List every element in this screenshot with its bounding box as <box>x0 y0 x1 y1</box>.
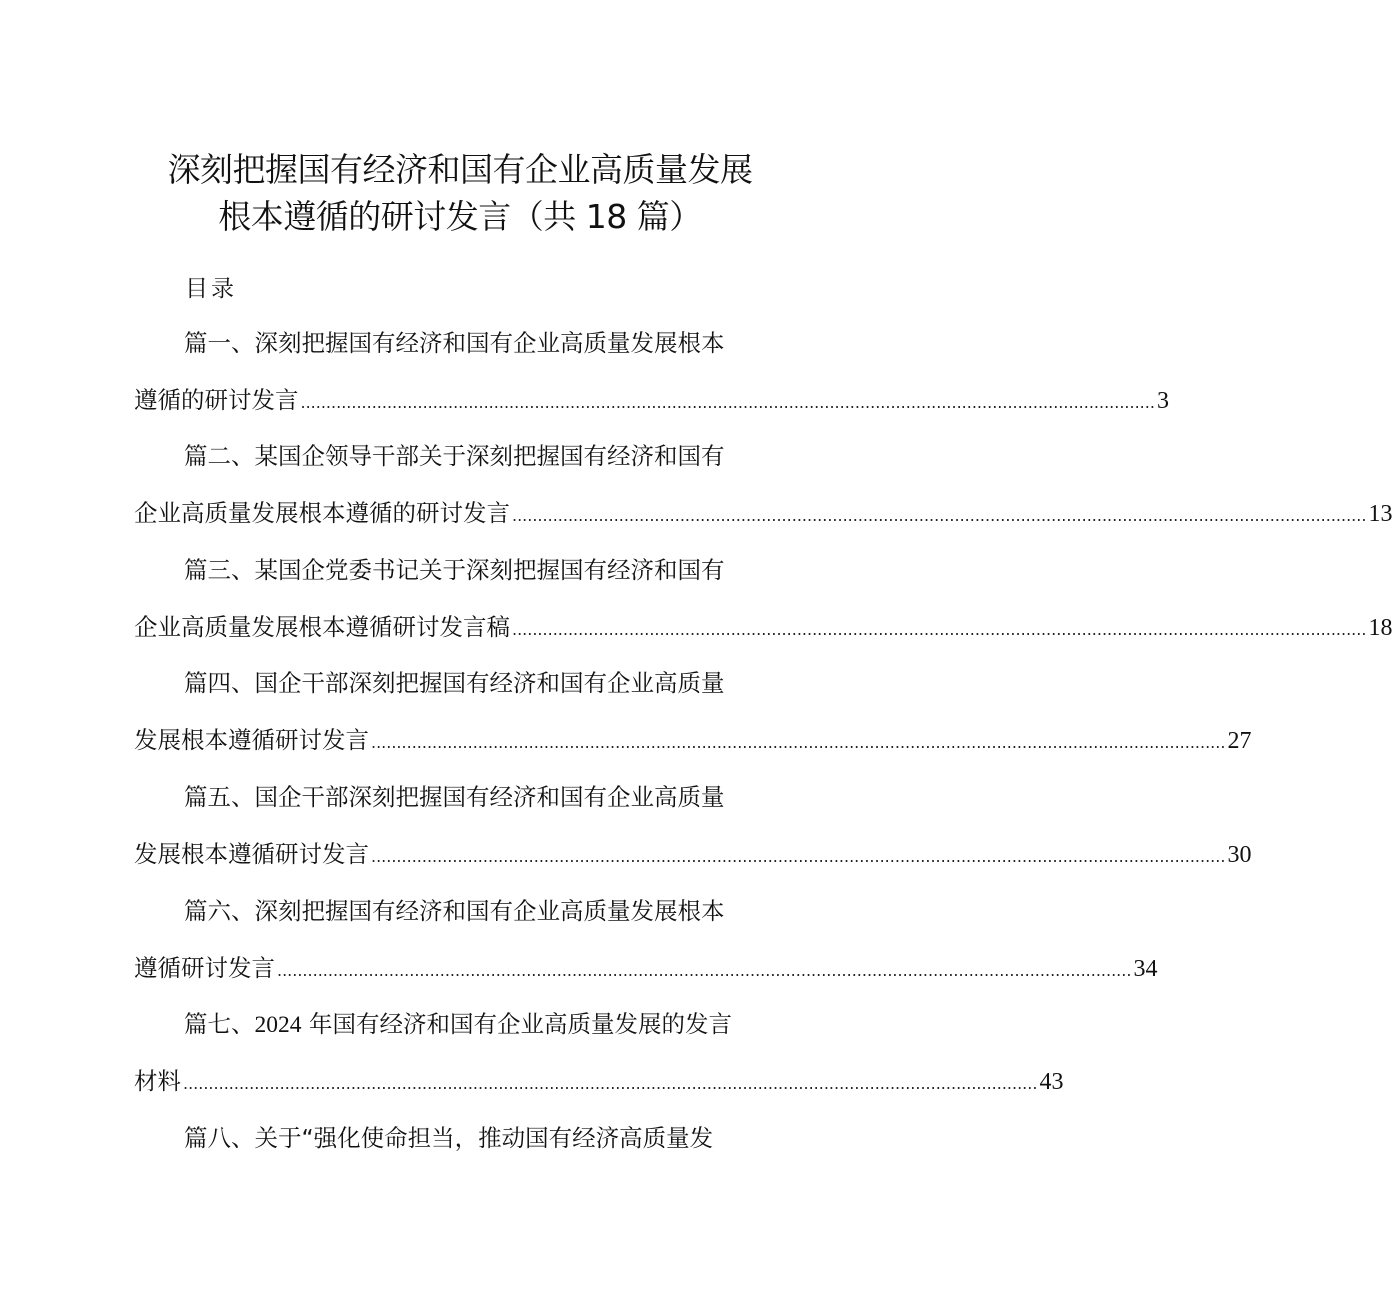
toc-dot-leader: ........................................................................................................................................................................ <box>183 1074 1038 1093</box>
toc-dot-leader: ........................................................................................................................................................................ <box>277 961 1132 980</box>
toc-dot-leader: ........................................................................................................................................................................ <box>512 620 1367 639</box>
toc-entry-title-rest: 年国有经济和国有企业高质量发展的发言 <box>301 1010 732 1038</box>
toc-entry-prefix: 篇七、 <box>184 1010 255 1038</box>
toc-dot-leader: ........................................................................................................................................................................ <box>371 847 1226 866</box>
toc-dot-leader: ........................................................................................................................................................................ <box>371 733 1226 752</box>
toc-page-number: 27 <box>1227 728 1252 754</box>
toc-entry-continuation <box>134 1066 1064 1099</box>
toc-entry-continuation <box>134 498 1392 531</box>
toc-page-number: 43 <box>1039 1069 1064 1095</box>
toc-page-number: 18 <box>1368 615 1392 641</box>
toc-entry-year: 2024 <box>254 1012 302 1038</box>
toc-dot-leader: ........................................................................................................................................................................ <box>512 506 1367 525</box>
toc-entry-title: 篇二、某国企领导干部关于深刻把握国有经济和国有 <box>184 442 725 470</box>
toc-entry-continuation <box>134 953 1158 986</box>
toc-entry-title-cont: 材料 <box>134 1067 181 1095</box>
toc-entry-title-cont: 企业高质量发展根本遵循的研讨发言 <box>134 499 510 527</box>
toc-entry-title: 篇一、深刻把握国有经济和国有企业高质量发展根本 <box>184 329 725 357</box>
toc-entry-title: 篇六、深刻把握国有经济和国有企业高质量发展根本 <box>184 897 725 925</box>
toc-entry-title-cont: 遵循的研讨发言 <box>134 386 299 414</box>
toc-page-number: 13 <box>1368 501 1392 527</box>
toc-entry-title: 篇五、国企干部深刻把握国有经济和国有企业高质量 <box>184 783 725 811</box>
toc-entry-continuation <box>134 839 1252 872</box>
toc-entry-continuation <box>134 612 1392 645</box>
toc-heading: 目录 <box>185 276 237 302</box>
toc-page-number: 34 <box>1133 956 1158 982</box>
toc-page-number: 3 <box>1156 388 1169 414</box>
toc-entry-title-cont: 企业高质量发展根本遵循研讨发言稿 <box>134 613 510 641</box>
toc-entry-title: 篇三、某国企党委书记关于深刻把握国有经济和国有 <box>184 556 725 584</box>
toc-entry-continuation <box>134 385 1169 418</box>
toc-entry-title-cont: 遵循研讨发言 <box>134 954 275 982</box>
toc-entry-title-cont: 发展根本遵循研讨发言 <box>134 840 369 868</box>
toc-page-number: 30 <box>1227 842 1252 868</box>
toc-dot-leader: ........................................................................................................................................................................ <box>300 393 1155 412</box>
toc-entry-title-cont: 发展根本遵循研讨发言 <box>134 726 369 754</box>
document-title-line-2: 根本遵循的研讨发言（共 18 篇） <box>218 197 702 236</box>
document-title-line-1: 深刻把握国有经济和国有企业高质量发展 <box>167 150 753 189</box>
toc-entry-title: 篇四、国企干部深刻把握国有经济和国有企业高质量 <box>184 669 725 697</box>
toc-entry-title <box>184 1009 732 1040</box>
toc-entry-continuation <box>134 725 1252 758</box>
toc-entry-title: 篇八、关于“强化使命担当，推动国有经济高质量发 <box>184 1124 714 1152</box>
